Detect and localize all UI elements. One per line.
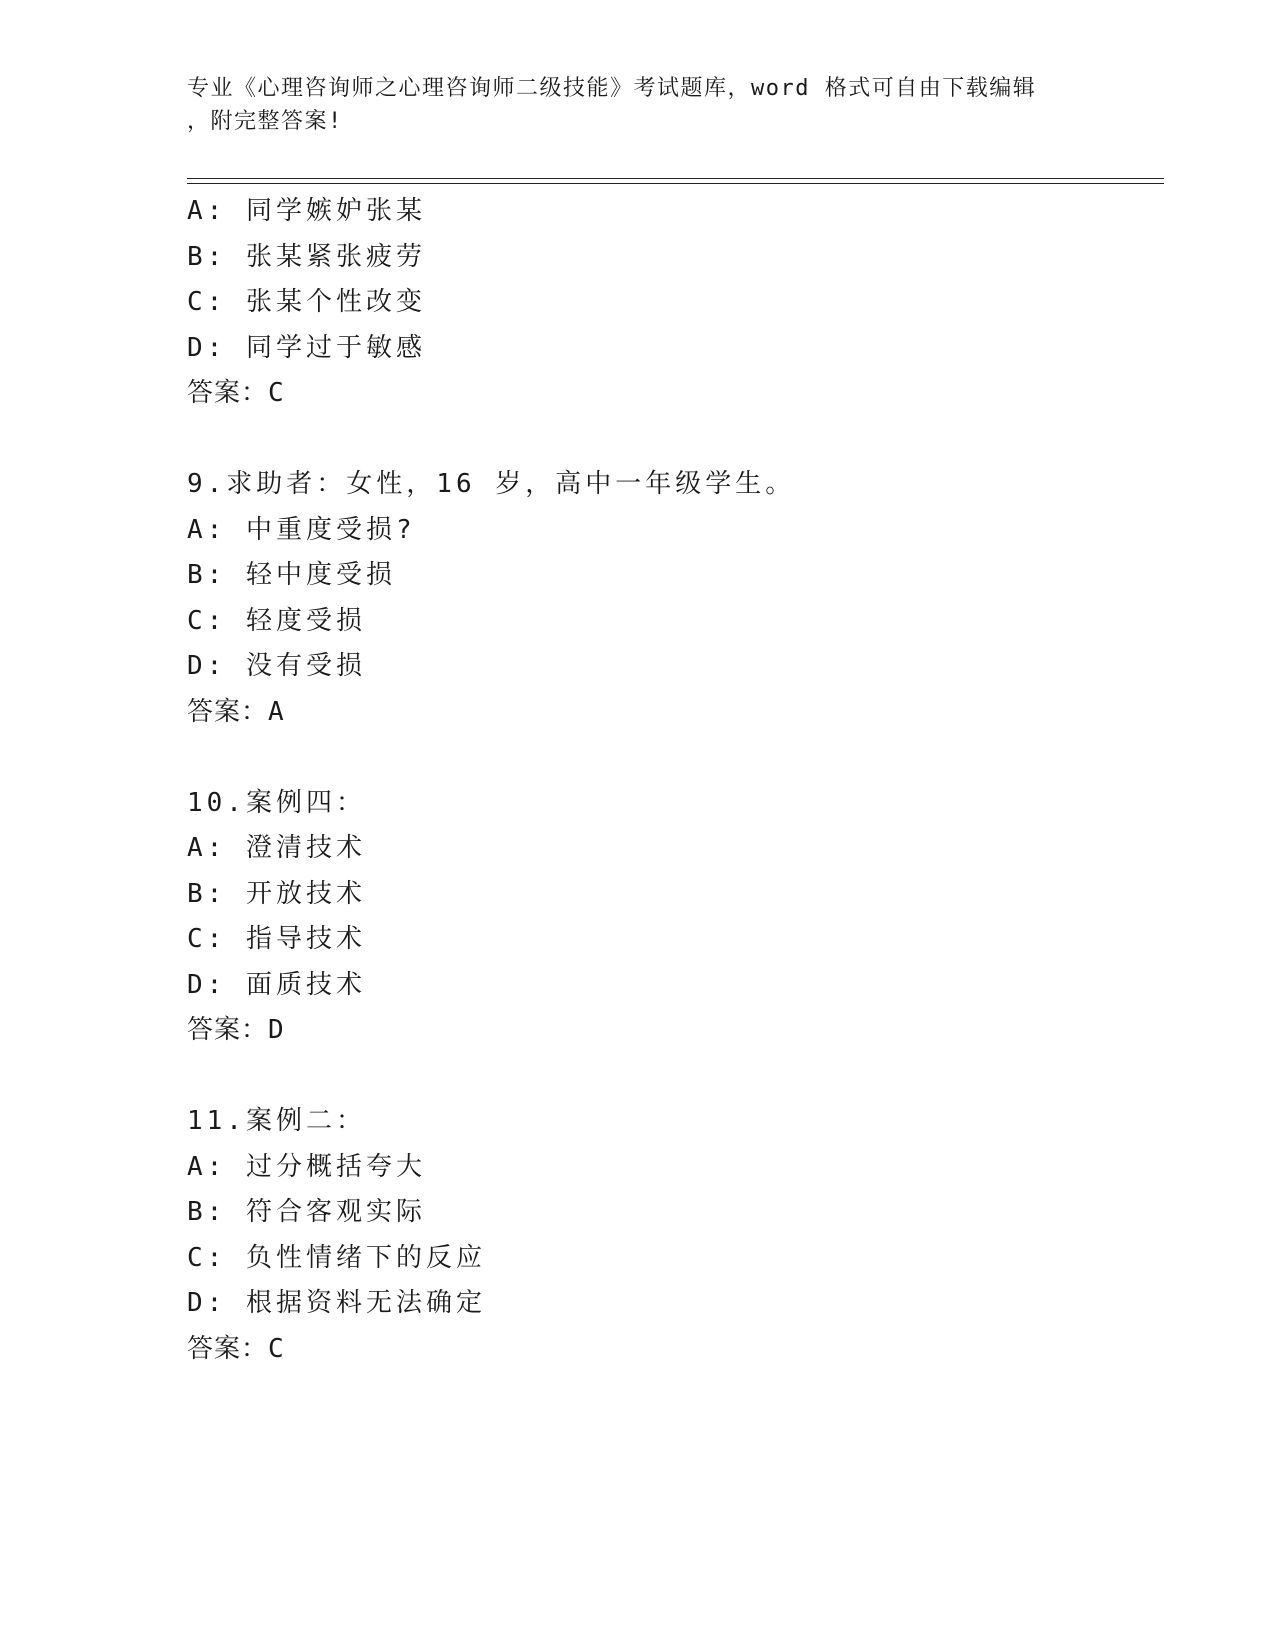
question-text: 10.案例四： bbox=[187, 787, 366, 818]
question-text: 9.求助者：女性，16 岁，高中一年级学生。 bbox=[187, 469, 796, 499]
option-c: C: 指导技术 bbox=[187, 924, 366, 954]
question-block-11 bbox=[187, 1099, 1147, 1372]
spacer bbox=[187, 1054, 1147, 1100]
option-b: B: 张某紧张疲劳 bbox=[187, 241, 426, 272]
option-d: D: 没有受损 bbox=[187, 651, 366, 681]
spacer bbox=[187, 417, 1147, 463]
document-header bbox=[187, 72, 1087, 138]
answer-label: 答案： bbox=[187, 378, 269, 408]
option-c: C: 轻度受损 bbox=[187, 605, 366, 636]
answer-value: A bbox=[268, 696, 285, 727]
answer-value: D bbox=[268, 1015, 285, 1045]
answer-label: 答案： bbox=[187, 1333, 269, 1364]
header-divider-bottom bbox=[187, 183, 1164, 184]
option-a: A: 过分概括夸大 bbox=[187, 1151, 426, 1182]
option-d: D: 根据资料无法确定 bbox=[187, 1288, 486, 1318]
header-line-1: 专业《心理咨询师之心理咨询师二级技能》考试题库，word 格式可自由下载编辑 bbox=[187, 76, 1037, 101]
answer-value: C bbox=[268, 378, 285, 408]
spacer bbox=[187, 735, 1147, 781]
answer-line bbox=[187, 1327, 1147, 1373]
option-d: D: 面质技术 bbox=[187, 969, 366, 1000]
header-divider-top bbox=[187, 178, 1164, 179]
question-block-9 bbox=[187, 462, 1147, 735]
option-a: A: 同学嫉妒张某 bbox=[187, 196, 426, 226]
option-b: B: 开放技术 bbox=[187, 878, 366, 909]
header-line-2: ，附完整答案! bbox=[187, 109, 343, 134]
option-d: D: 同学过于敏感 bbox=[187, 332, 426, 363]
option-c: C: 张某个性改变 bbox=[187, 287, 426, 317]
question-block-8 bbox=[187, 189, 1147, 417]
answer-value: C bbox=[268, 1333, 285, 1364]
question-block-10 bbox=[187, 781, 1147, 1054]
answer-line bbox=[187, 371, 1147, 417]
question-text: 11.案例二： bbox=[187, 1106, 366, 1136]
answer-line bbox=[187, 690, 1147, 736]
option-a: A: 中重度受损? bbox=[187, 514, 416, 545]
option-b: B: 轻中度受损 bbox=[187, 560, 396, 590]
option-b: B: 符合客观实际 bbox=[187, 1197, 426, 1227]
option-a: A: 澄清技术 bbox=[187, 833, 366, 863]
option-c: C: 负性情绪下的反应 bbox=[187, 1242, 486, 1273]
answer-label: 答案： bbox=[187, 1015, 269, 1045]
answer-line bbox=[187, 1008, 1147, 1054]
question-list bbox=[187, 189, 1147, 1372]
answer-label: 答案： bbox=[187, 696, 269, 727]
